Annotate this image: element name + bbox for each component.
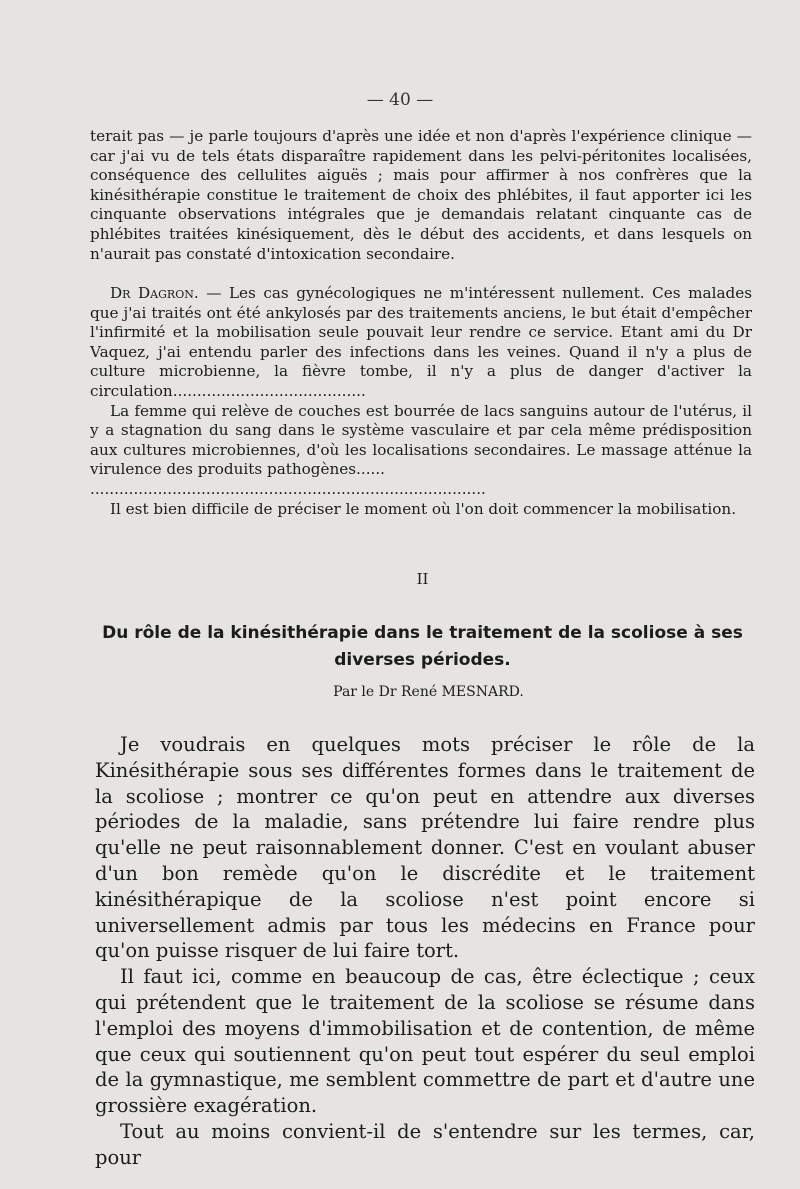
author-byline: Par le Dr René MESNARD.: [333, 684, 524, 700]
discussion-paragraph-continued: [90, 127, 752, 264]
discussion-closing: [90, 480, 752, 519]
paragraph: Il faut ici, comme en beaucoup de cas, être éclectique ; ceux qui prétendent que le traitement de la scoliose se résume dans l'emploi des moyens d'immobilisation et de contention, de même que ceux qui soutiennent qu'on peut tout espérer du seul emploi de la gymnastique, me semblent commettre de part et d'autre une grossière exagération.: [95, 965, 755, 1118]
article-body: [95, 732, 755, 1171]
paragraph: terait pas — je parle toujours d'après une idée et non d'après l'expérience clinique — car j'ai vu de tels états disparaître rapidement dans les pelvi-péritonites localisées, conséquence des cellulites aiguës ; mais pour affirmer à nos confrères que la kinésithérapie constitue le traitement de choix des phlébites, il faut apporter ici les cinquante observations intégrales que je demandais relatant cinquante cas de phlébites traitées kinésiquement, dès le début des accidents, et dans lesquels on n'aurait pas constaté d'intoxication secondaire.: [90, 127, 752, 263]
speaker-name: Dr Dagron.: [110, 284, 199, 302]
page-number: — 40 —: [366, 90, 434, 110]
section-number: II: [416, 570, 429, 588]
speaker-paragraph: [90, 284, 752, 402]
paragraph: Tout au moins convient-il de s'entendre sur les termes, car, pour: [95, 1119, 755, 1169]
discussion-block: [90, 284, 752, 480]
speaker-text: — Les cas gynécologiques ne m'intéressent nullement. Ces malades que j'ai traités ont été ankylosés par des traitements anciens, le but était d'empêcher l'infirmité et la mobilisation seule pouvait leur rendre ce service. Etant ami du Dr Vaquez, j'ai entendu parler des infections dans les veines. Quand il n'y a plus de culture microbienne, la fièvre tombe, il n'y a plus de danger d'activer la circulation........................................: [90, 284, 752, 400]
paragraph: Il est bien difficile de préciser le moment où l'on doit commencer la mobilisation.: [110, 499, 737, 518]
paragraph: Je voudrais en quelques mots préciser le rôle de la Kinésithérapie sous ses différentes formes dans le traitement de la scoliose ; montrer ce qu'on peut en attendre aux diverses périodes de la maladie, sans prétendre lui faire rendre plus qu'elle ne peut raisonnablement donner. C'est en voulant abuser d'un bon remède qu'on le discrédite et le traitement kinésithérapique de la scoliose n'est point encore si universellement admis par tous les médecins en France pour qu'on puisse risquer de lui faire tort.: [95, 733, 755, 963]
article-title: Du rôle de la kinésithérapie dans le traitement de la scoliose à ses diverses périodes.: [102, 623, 743, 670]
dotted-separator: ..................................................................................: [90, 480, 486, 498]
paragraph: La femme qui relève de couches est bourrée de lacs sanguins autour de l'utérus, il y a stagnation du sang dans le système vasculaire et par cela même prédisposition aux cultures microbiennes, d'où les localisations secondaires. Le massage atténue la virulence des produits pathogènes......: [90, 401, 752, 479]
